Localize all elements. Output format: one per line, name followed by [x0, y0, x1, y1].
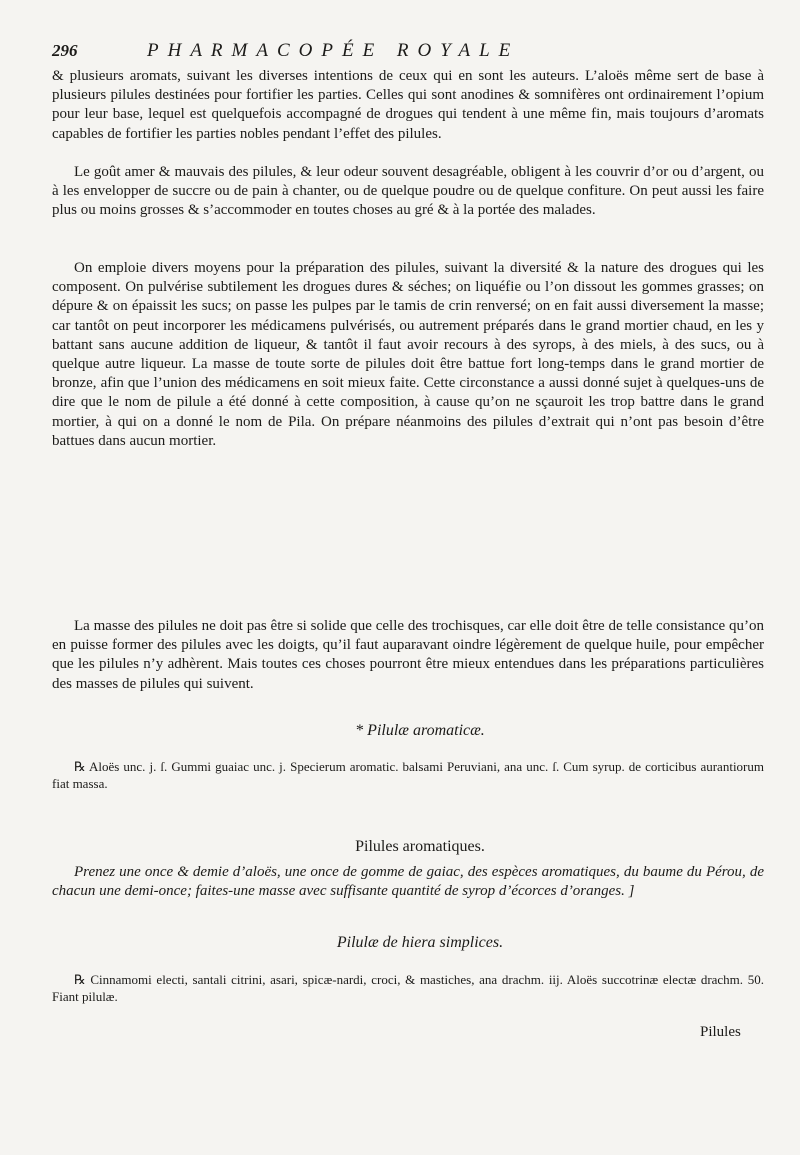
paragraph-aromats: & plusieurs aromats, suivant les diverses intentions de ceux qui en sont les auteurs. L’aloës même sert de base à plusieurs pilules destinées pour fortifier les parties. Celles qui sont anodines & somnifères ont ordinairement l’opium pour leur base, lequel est quelquefois accompagné de drogues qui tendent à une même fin, mais toujours d’aromats capables de fortifier les parties nobles pendant l’effet des pilules. — [52, 68, 764, 142]
paragraph-taste: Le goût amer & mauvais des pilules, & leur odeur souvent desagréable, obligent à les couvrir d’or ou d’argent, ou à les envelopper de succre ou de pain à chanter, ou de quelque poudre ou de quelque confiture. On peut aussi les faire plus ou moins grosses & s’accommoder en toutes choses au gré & à la portée des malades. — [52, 164, 764, 219]
page-number: 296 — [52, 41, 78, 60]
recipe-french-text: Prenez une once & demie d’aloës, une once de gomme de gaiac, des espèces aromatiques, du baume du Pérou, de chacun une demi-once; faites-une masse avec suffisante quantité de syrop d’écorces d’oranges. ] — [52, 864, 764, 900]
recipe-latin-text: ℞ Aloës unc. j. ſ. Gummi guaiac unc. j. Specierum aromatic. balsami Peruviani, ana unc. ſ. Cum syrup. de corticibus aurantiorum fiat massa. — [52, 759, 764, 791]
paragraph-consistency: La masse des pilules ne doit pas être si solide que celle des trochisques, car elle doit être de telle consistance qu’on en puisse former des pilules avec les doigts, qu’il faut auparavant oindre légèrement de quelque huile, pour empêcher que les pilules n’y adhèrent. Mais toutes ces choses pourront être mieux entendues dans les préparations particulières des masses de pilules qui suivent. — [52, 618, 764, 692]
recipe-2-latin-text: ℞ Cinnamomi electi, santali citrini, asari, spicæ-nardi, croci, & mastiches, ana drachm. iij. Aloës succotrinæ electæ drachm. 50. Fiant pilulæ. — [52, 972, 764, 1004]
running-title: PHARMACOPÉE ROYALE — [147, 40, 520, 61]
paragraph-preparation: On emploie divers moyens pour la préparation des pilules, suivant la diversité & la nature des drogues qui les composent. On pulvérise subtilement les drogues dures & séches; on liquéfie ou l’on dissout les gommes grasses; on dépure & on épaissit les sucs; on passe les pulpes par le tamis de crin renversé; on en fait aussi diversement la masse; car tantôt on peut incorporer les médicamens pulvérisés, ou autrement préparés dans le grand mortier chaud, en les y battant sans aucune addition de liqueur, & tantôt il faut avoir recours à des syrops, à des miels, à des sucs, ou à quelque autre liqueur. La masse de toute sorte de pilules doit être battue fort long-temps dans le grand mortier de bronze, afin que l’union des médicamens en soit mieux faite. Cette circonstance a aussi donné sujet à quelques-uns de dire que le nom de pilule a été donné à cette composition, à cause qu’on ne sçauroit les trop battre dans le grand mortier, à qui on a donné le nom de Pila. On prépare néanmoins des pilules d’extrait qui n’ont pas besoin d’être battues dans aucun mortier. — [52, 260, 764, 449]
recipe-2-title: Pilulæ de hiera simplices. — [336, 934, 504, 951]
recipe-title-french: Pilules aromatiques. — [355, 838, 485, 855]
catchword: Pilules — [700, 1024, 741, 1040]
page-header — [52, 41, 772, 67]
recipe-title-latin: * Pilulæ aromaticæ. — [355, 722, 485, 739]
